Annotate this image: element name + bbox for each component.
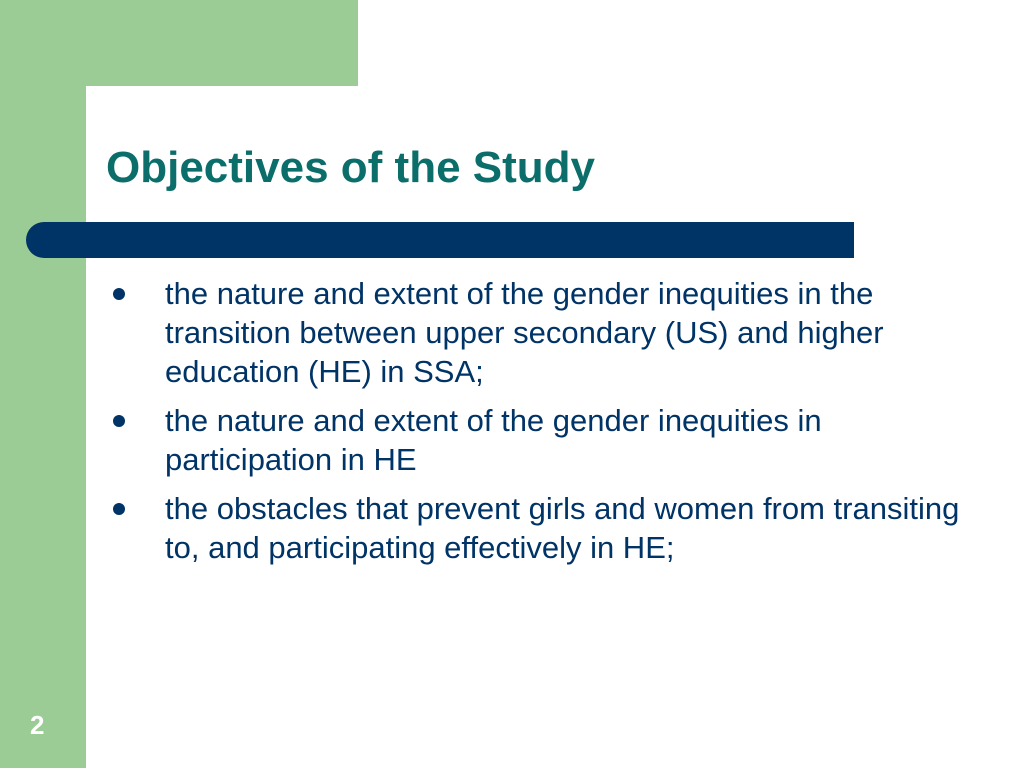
green-side-band: [0, 0, 86, 768]
bullet-text: the obstacles that prevent girls and women from transiting to, and participating effectively in HE;: [165, 491, 960, 565]
bullet-dot-icon: [113, 415, 125, 427]
bullet-dot-icon: [113, 503, 125, 515]
bullet-dot-icon: [113, 288, 125, 300]
page-number: 2: [30, 710, 45, 740]
bullet-item: [106, 274, 986, 391]
title-underline-bar: [26, 222, 854, 258]
bullet-item: [106, 489, 986, 567]
bullet-item: [106, 401, 986, 479]
bullet-list: [106, 274, 986, 577]
bullet-text: the nature and extent of the gender inequities in the transition between upper secondary (US) and higher education (HE) in SSA;: [165, 276, 884, 389]
slide-title: Objectives of the Study: [106, 143, 595, 192]
green-top-band: [0, 0, 358, 86]
bullet-text: the nature and extent of the gender inequities in participation in HE: [165, 403, 822, 477]
